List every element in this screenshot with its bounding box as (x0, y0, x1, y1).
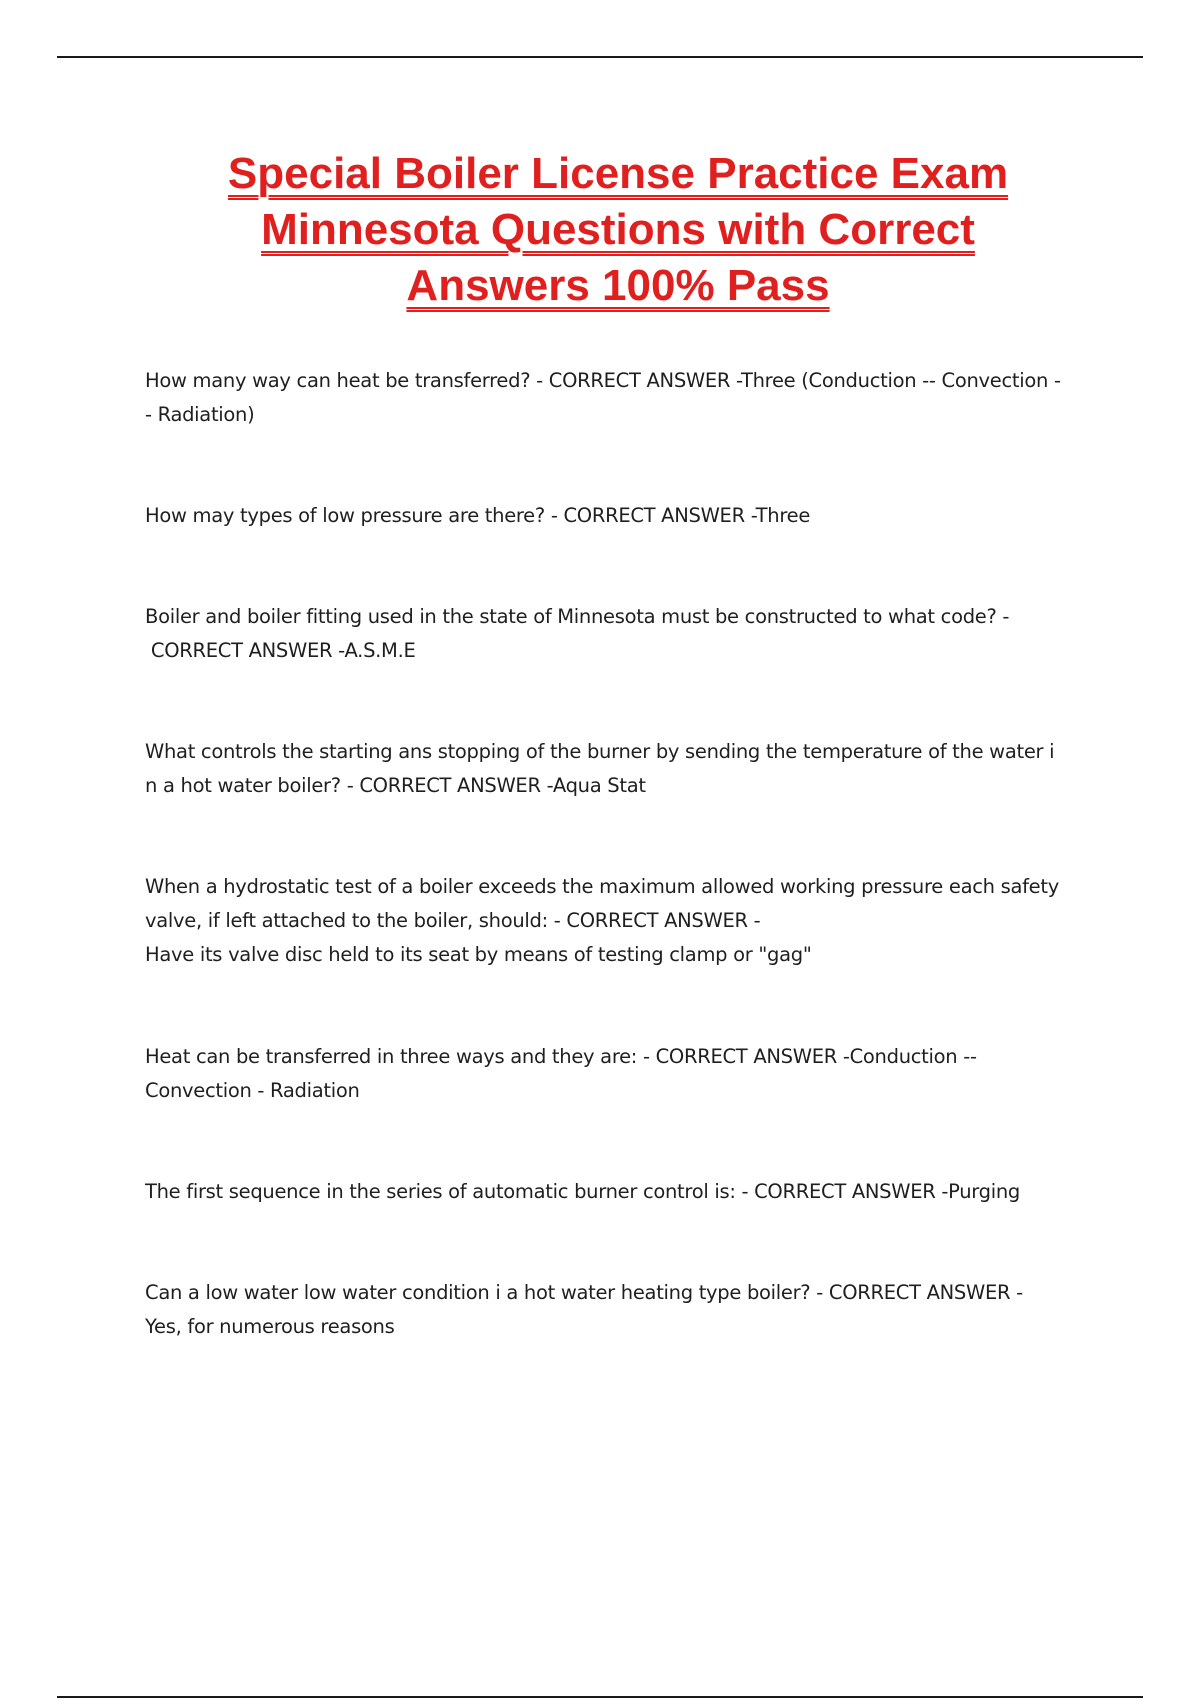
bottom-rule (57, 1696, 1143, 1698)
qa-line: When a hydrostatic test of a boiler exceeds the maximum allowed working pressure each safety (145, 875, 1059, 898)
qa-line: Convection - Radiation (145, 1079, 360, 1102)
top-rule (57, 56, 1143, 58)
qa-line: How may types of low pressure are there? - CORRECT ANSWER -Three (145, 504, 811, 527)
title-line-1: Special Boiler License Practice Exam (227, 149, 1009, 198)
qa-item-5 (145, 870, 1090, 972)
qa-item-7 (145, 1175, 1090, 1209)
qa-line: - Radiation) (145, 403, 255, 426)
qa-line: n a hot water boiler? - CORRECT ANSWER -Aqua Stat (145, 774, 646, 797)
qa-item-3 (145, 600, 1090, 668)
qa-line: Can a low water low water condition i a hot water heating type boiler? - CORRECT ANSWER - (145, 1281, 1023, 1304)
qa-item-1 (145, 364, 1090, 432)
qa-line: Heat can be transferred in three ways and they are: - CORRECT ANSWER -Conduction -- (145, 1045, 977, 1068)
qa-item-8 (145, 1276, 1090, 1344)
qa-line: valve, if left attached to the boiler, should: - CORRECT ANSWER - (145, 909, 761, 932)
document-title (120, 146, 1116, 314)
qa-line: CORRECT ANSWER -A.S.M.E (145, 639, 416, 662)
qa-line: Have its valve disc held to its seat by means of testing clamp or "gag" (145, 943, 812, 966)
qa-item-4 (145, 735, 1090, 803)
qa-line: How many way can heat be transferred? - CORRECT ANSWER -Three (Conduction -- Convection - (145, 369, 1061, 392)
qa-line: Yes, for numerous reasons (145, 1315, 395, 1338)
title-line-3: Answers 100% Pass (406, 261, 830, 310)
qa-line: Boiler and boiler fitting used in the state of Minnesota must be constructed to what code? - (145, 605, 1010, 628)
qa-line: The first sequence in the series of automatic burner control is: - CORRECT ANSWER -Purging (145, 1180, 1020, 1203)
qa-item-6 (145, 1040, 1090, 1108)
qa-item-2 (145, 499, 1090, 533)
title-line-2: Minnesota Questions with Correct (261, 205, 975, 254)
qa-line: What controls the starting ans stopping of the burner by sending the temperature of the water i (145, 740, 1055, 763)
